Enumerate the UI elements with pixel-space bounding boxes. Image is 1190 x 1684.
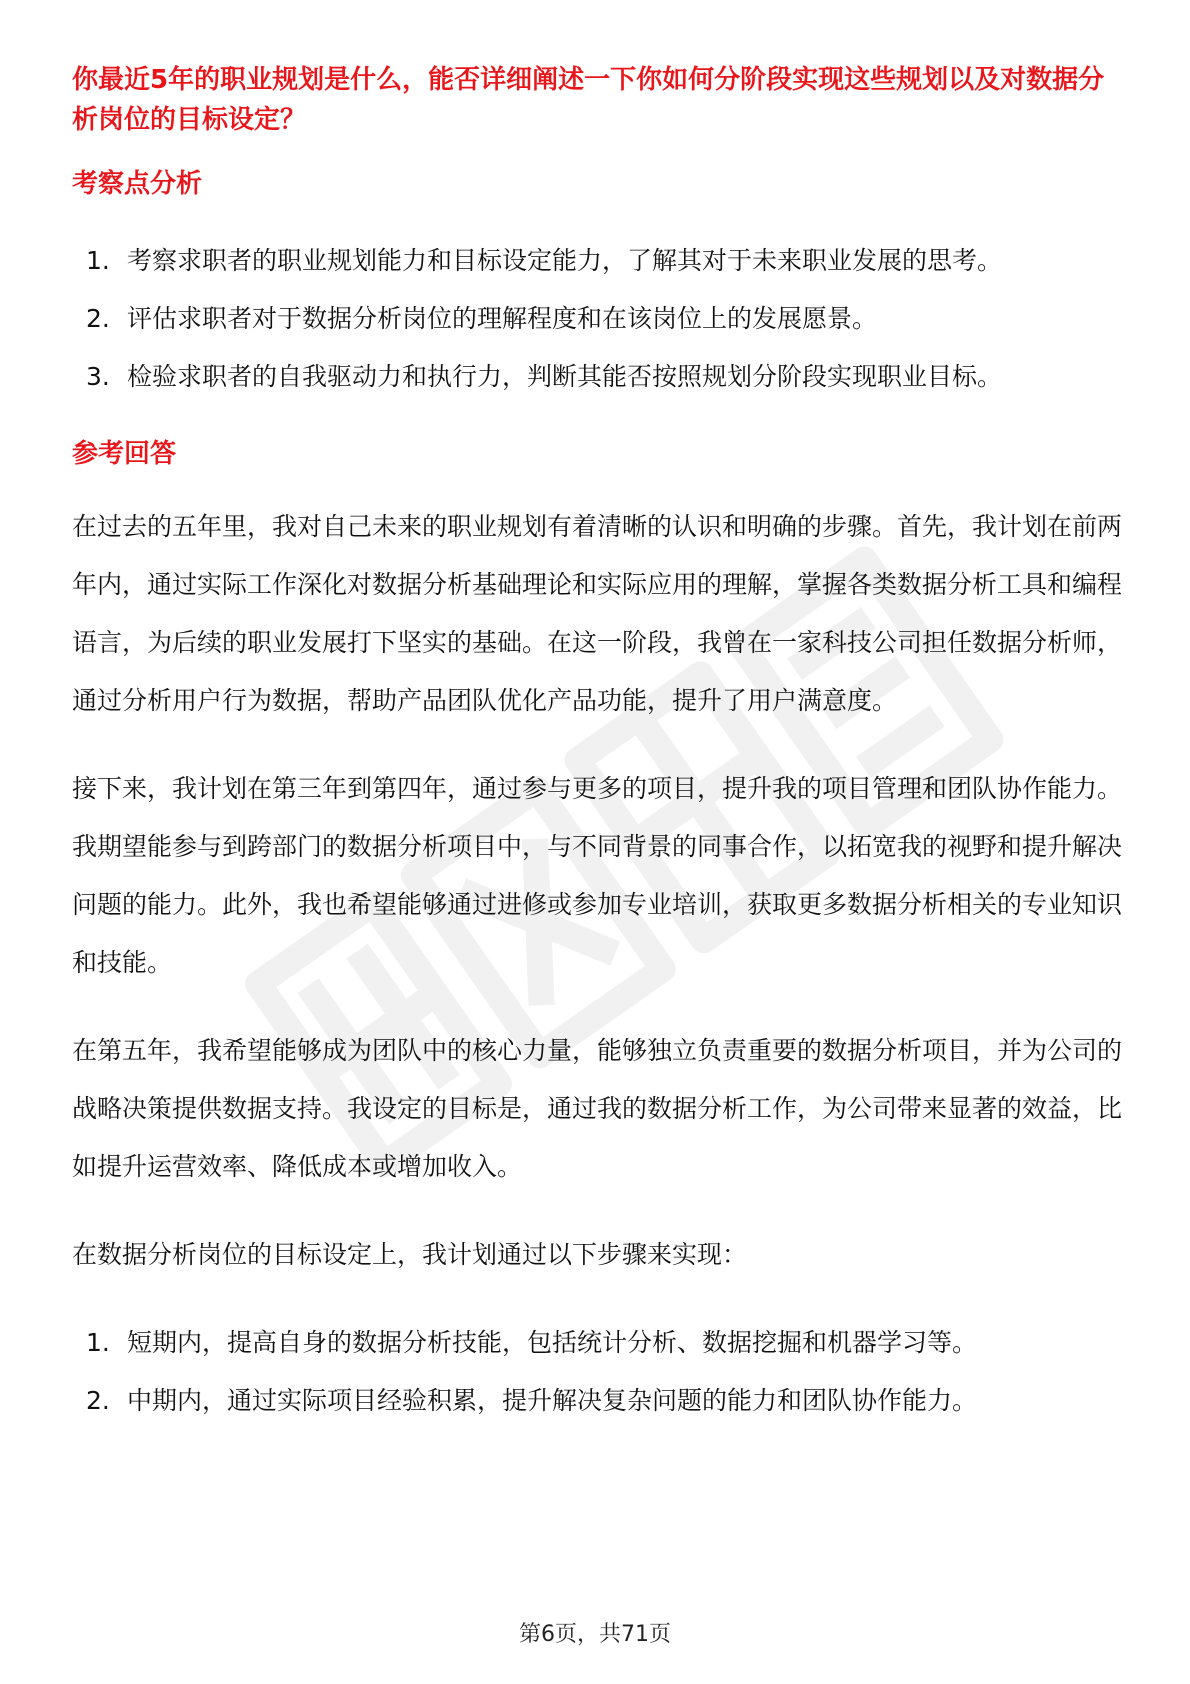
answer-paragraph: 在数据分析岗位的目标设定上，我计划通过以下步骤来实现： <box>72 1240 748 1269</box>
list-number: 3. <box>86 362 110 391</box>
list-text: 短期内，提高自身的数据分析技能，包括统计分析、数据挖掘和机器学习等。 <box>127 1328 978 1357</box>
list-item <box>72 1372 1122 1430</box>
list-number: 1. <box>86 246 110 275</box>
list-number: 2. <box>86 304 110 333</box>
list-text: 考察求职者的职业规划能力和目标设定能力，了解其对于未来职业发展的思考。 <box>127 246 1003 275</box>
list-text: 检验求职者的自我驱动力和执行力，判断其能否按照规划分阶段实现职业目标。 <box>127 362 1003 391</box>
analysis-title: 考察点分析 <box>72 169 203 199</box>
answer-paragraph: 在过去的五年里，我对自己未来的职业规划有着清晰的认识和明确的步骤。首先，我计划在前两年内，通过实际工作深化对数据分析基础理论和实际应用的理解，掌握各类数据分析工具和编程语言，为后续的职业发展打下坚实的基础。在这一阶段，我曾在一家科技公司担任数据分析师，通过分析用户行为数据，帮助产品团队优化产品功能，提升了用户满意度。 <box>72 512 1123 715</box>
answer-title: 参考回答 <box>72 439 177 469</box>
list-item <box>72 290 1122 348</box>
list-text: 评估求职者对于数据分析岗位的理解程度和在该岗位上的发展愿景。 <box>127 304 878 333</box>
list-item <box>72 348 1122 406</box>
steps-list <box>72 1314 1122 1430</box>
analysis-list <box>72 232 1122 406</box>
page-footer: 第6页，共71页 <box>519 1622 671 1647</box>
list-text: 中期内，通过实际项目经验积累，提升解决复杂问题的能力和团队协作能力。 <box>127 1386 978 1415</box>
answer-paragraph: 在第五年，我希望能够成为团队中的核心力量，能够独立负责重要的数据分析项目，并为公司的战略决策提供数据支持。我设定的目标是，通过我的数据分析工作，为公司带来显著的效益，比如提升运营效率、降低成本或增加收入。 <box>72 1036 1123 1181</box>
document-content <box>72 60 1122 1430</box>
list-item <box>72 1314 1122 1372</box>
list-number: 1. <box>86 1328 110 1357</box>
question-heading: 你最近5年的职业规划是什么，能否详细阐述一下你如何分阶段实现这些规划以及对数据分析岗位的目标设定？ <box>72 65 1105 135</box>
list-number: 2. <box>86 1386 110 1415</box>
list-item <box>72 232 1122 290</box>
answer-paragraph: 接下来，我计划在第三年到第四年，通过参与更多的项目，提升我的项目管理和团队协作能力。我期望能参与到跨部门的数据分析项目中，与不同背景的同事合作，以拓宽我的视野和提升解决问题的能力。此外，我也希望能够通过进修或参加专业培训，获取更多数据分析相关的专业知识和技能。 <box>72 774 1123 977</box>
